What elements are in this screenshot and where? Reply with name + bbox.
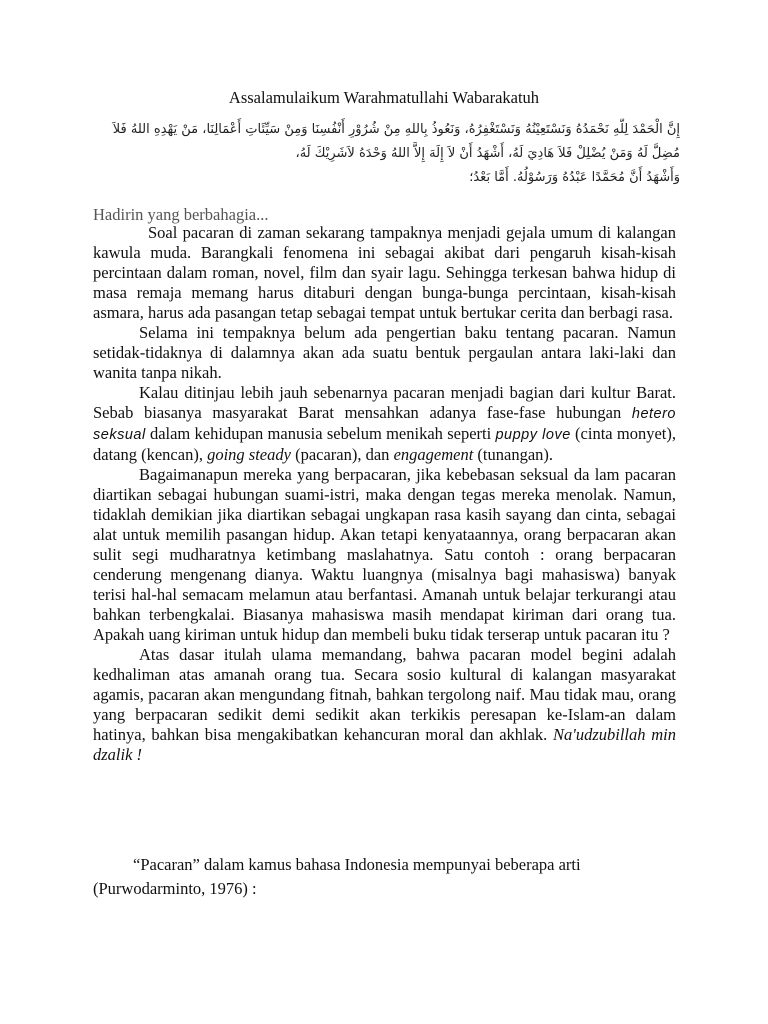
p3-text-b: dalam kehidupan manusia sebelum menikah seperti [149,424,492,443]
definition-intro [93,853,676,901]
paragraph-2: Selama ini tempaknya belum ada pengertian baku tentang pacaran. Namun setidak-tidaknya di dalamnya akan ada suatu bentuk pergaulan antara laki-laki dan wanita tanpa nikah. [93,323,676,382]
p3-text-d: (pacaran), dan [295,445,390,464]
paragraph-1: Soal pacaran di zaman sekarang tampaknya menjadi gejala umum di kalangan kawula muda. Barangkali fenomena ini sebagai akibat dari pengaruh kisah-kisah percintaan dalam roman, novel, film dan syair lagu. Sehingga terkesan bahwa hidup di masa remaja memang harus ditaburi dengan bunga-bunga percintaan, kisah-kisah asmara, harus ada pasangan tetap sebagai tempat untuk bertukar cerita dan berbagi rasa. [93,223,676,322]
p3-text-e: (tunangan). [477,445,554,464]
definition-line-1: “Pacaran” dalam kamus bahasa Indonesia mempunyai beberapa arti [133,855,581,874]
arabic-line: مُضِلَّ لَهُ وَمَنْ يُضْلِلْ فَلاَ هَادِيَ لَهُ، أَشْهَدُ أَنْ لاَ إِلَهَ إِلاَّ اللهُ وَحْدَهُ لاَشَرِيْكَ لَهُ، [295,146,680,161]
p5-text: Atas dasar itulah ulama memandang, bahwa pacaran model begini adalah kedhaliman atas amanah orang tua. Secara sosio kultural di kalangan masyarakat agamis, pacaran akan mengundang fitnah, bahkan tergolong naif. Mau tidak mau, orang yang berpacaran sedikit demi sedikit akan terkikis peresapan ke-Islam-an dalam hatinya, bahkan bisa mengakibatkan kehancuran moral dan akhlak. [93,645,676,744]
term-puppy-love: puppy love [495,427,571,443]
body-text [93,223,676,765]
closing-phrase: Na'udzubillah min dzalik ! [93,725,676,764]
arabic-opening [80,118,680,190]
p3-text-c: (cinta monyet), datang (kencan), [93,424,676,464]
page-title: Assalamulaikum Warahmatullahi Wabarakatuh [228,88,540,107]
term-engagement: engagement [393,445,474,464]
arabic-line: إِنَّ الْحَمْدَ لِلَّهِ نَحْمَدُهُ وَنَسْتَعِيْنُهُ وَنَسْتَغْفِرُهُ، وَنَعُوذُ بِاللهِ مِنْ شُرُوْرِ أَنْفُسِنَا وَمِنْ سَيِّئَاتِ أَعْمَالِنَا، مَنْ يَهْدِهِ اللهُ فَلاَ [112,122,680,137]
term-going-steady: going steady [207,445,291,464]
p3-text-a: Kalau ditinjau lebih jauh sebenarnya pacaran menjadi bagian dari kultur Barat. Sebab biasanya masyarakat Barat mensahkan adanya fase-fase hubungan [93,383,676,422]
greeting: Hadirin yang berbahagia... [93,205,269,224]
arabic-line: وَأَشْهَدُ أَنَّ مُحَمَّدًا عَبْدُهُ وَرَسُوْلُهُ. أَمَّا بَعْدُ؛ [469,170,680,185]
term-hetero-seksual: hetero seksual [93,406,676,443]
paragraph-5 [93,645,676,765]
paragraph-3 [93,383,676,465]
definition-line-2: (Purwodarminto, 1976) : [93,879,257,898]
paragraph-4: Bagaimanapun mereka yang berpacaran, jika kebebasan seksual da lam pacaran diartikan sebagai hubungan suami-istri, maka dengan tegas mereka menolak. Namun, tidaklah demikian jika diartikan sebagai ungkapan rasa kasih sayang dan cinta, sebagai alat untuk memilih pasangan hidup. Akan tetapi kenyataannya, orang berpacaran akan sulit segi mudharatnya ketimbang maslahatnya. Satu contoh : orang berpacaran cenderung mengenang dianya. Waktu luangnya (misalnya bagi mahasiswa) banyak terisi hal-hal semacam melamun atau berfantasi. Amanah untuk belajar terkurangi atau bahkan terbengkalai. Biasanya mahasiswa masih mendapat kiriman dari orang tua. Apakah uang kiriman untuk hidup dan membeli buku tidak terserap untuk pacaran itu ? [93,465,676,644]
